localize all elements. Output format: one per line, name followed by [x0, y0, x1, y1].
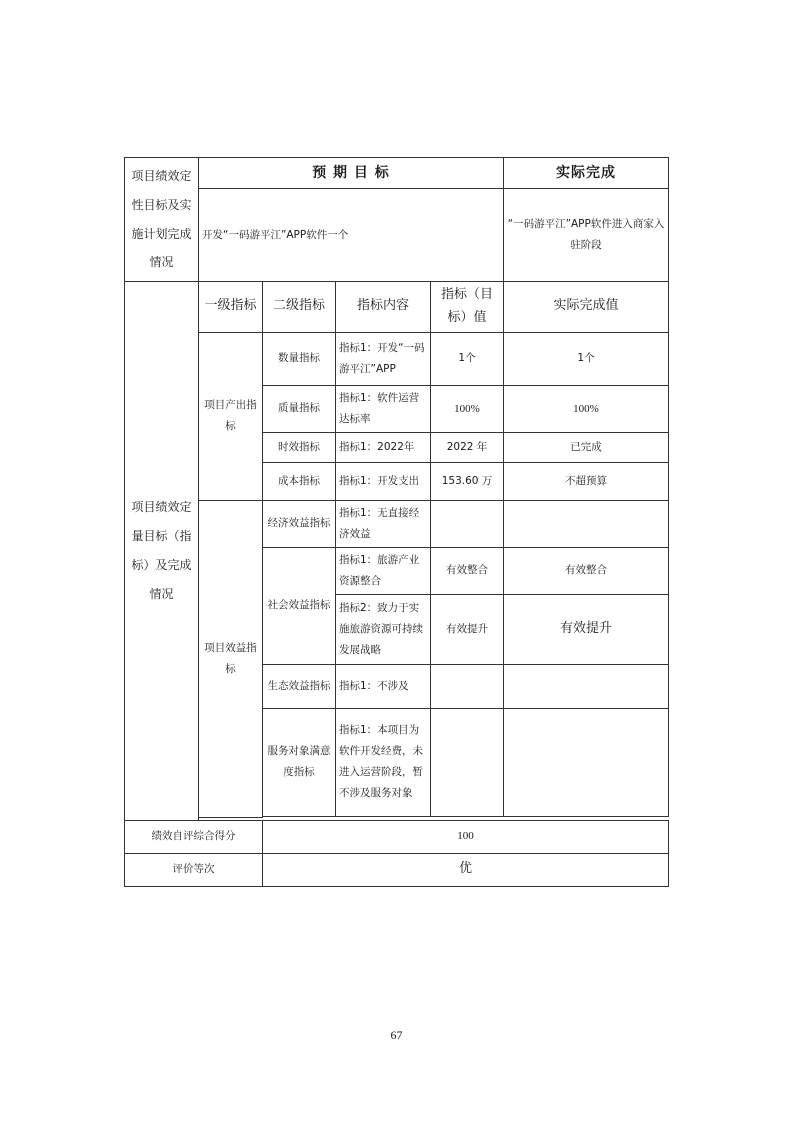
score-value: 100 — [263, 820, 669, 853]
header-target: 指标（目标）值 — [431, 282, 504, 333]
table-row-content: 指标1：2022年 — [336, 432, 431, 462]
table-row-l2: 质量指标 — [263, 385, 336, 432]
grade-label: 评价等次 — [125, 853, 263, 886]
social-target: 有效提升 — [431, 594, 504, 664]
social-content: 指标2：致力于实施旅游资源可持续发展战略 — [336, 594, 431, 664]
table-row-l2: 时效指标 — [263, 432, 336, 462]
satisfaction-l2: 服务对象满意度指标 — [263, 708, 336, 816]
quantitative-goal-label: 项目绩效定量目标（指标）及完成情况 — [125, 282, 199, 821]
table-row-actual: 100% — [504, 385, 669, 432]
social-l2: 社会效益指标 — [263, 547, 336, 664]
actual-completion-header: 实际完成 — [504, 158, 669, 189]
table-row-target: 100% — [431, 385, 504, 432]
social-actual: 有效提升 — [504, 594, 669, 664]
header-level1: 一级指标 — [199, 282, 263, 333]
actual-completion-text: “一码游平江”APP软件进入商家入驻阶段 — [504, 189, 669, 282]
table-row-content: 指标1：开发支出 — [336, 462, 431, 500]
table-row-target: 1个 — [431, 332, 504, 385]
social-target: 有效整合 — [431, 547, 504, 594]
economic-target — [431, 500, 504, 547]
table-row-actual: 已完成 — [504, 432, 669, 462]
ecological-target — [431, 664, 504, 708]
table-row-l2: 数量指标 — [263, 332, 336, 385]
header-actual: 实际完成值 — [504, 282, 669, 333]
table-row-actual: 不超预算 — [504, 462, 669, 500]
header-level2: 二级指标 — [263, 282, 336, 333]
satisfaction-actual — [504, 708, 669, 816]
header-content: 指标内容 — [336, 282, 431, 333]
performance-table — [124, 157, 669, 887]
qualitative-goal-label: 项目绩效定性目标及实施计划完成情况 — [125, 158, 199, 282]
economic-l2: 经济效益指标 — [263, 500, 336, 547]
score-label: 绩效自评综合得分 — [125, 820, 263, 853]
expected-goal-text: 开发“一码游平江”APP软件一个 — [199, 189, 504, 282]
social-content: 指标1：旅游产业资源整合 — [336, 547, 431, 594]
satisfaction-content: 指标1：本项目为软件开发经费，未进入运营阶段，暂不涉及服务对象 — [336, 708, 431, 816]
table-row-target: 2022 年 — [431, 432, 504, 462]
table-row-content: 指标1：开发“一码游平江”APP — [336, 332, 431, 385]
table-row-content: 指标1：软件运营达标率 — [336, 385, 431, 432]
satisfaction-target — [431, 708, 504, 816]
economic-actual — [504, 500, 669, 547]
economic-content: 指标1：无直接经济效益 — [336, 500, 431, 547]
expected-goal-header: 预 期 目 标 — [199, 158, 504, 189]
benefit-level1: 项目效益指标 — [199, 500, 263, 817]
ecological-l2: 生态效益指标 — [263, 664, 336, 708]
output-level1: 项目产出指标 — [199, 332, 263, 500]
table-row-target: 153.60 万 — [431, 462, 504, 500]
ecological-content: 指标1：不涉及 — [336, 664, 431, 708]
ecological-actual — [504, 664, 669, 708]
grade-value: 优 — [263, 853, 669, 886]
table-row-actual: 1个 — [504, 332, 669, 385]
table-row-l2: 成本指标 — [263, 462, 336, 500]
page-number: 67 — [390, 1028, 403, 1042]
social-actual: 有效整合 — [504, 547, 669, 594]
